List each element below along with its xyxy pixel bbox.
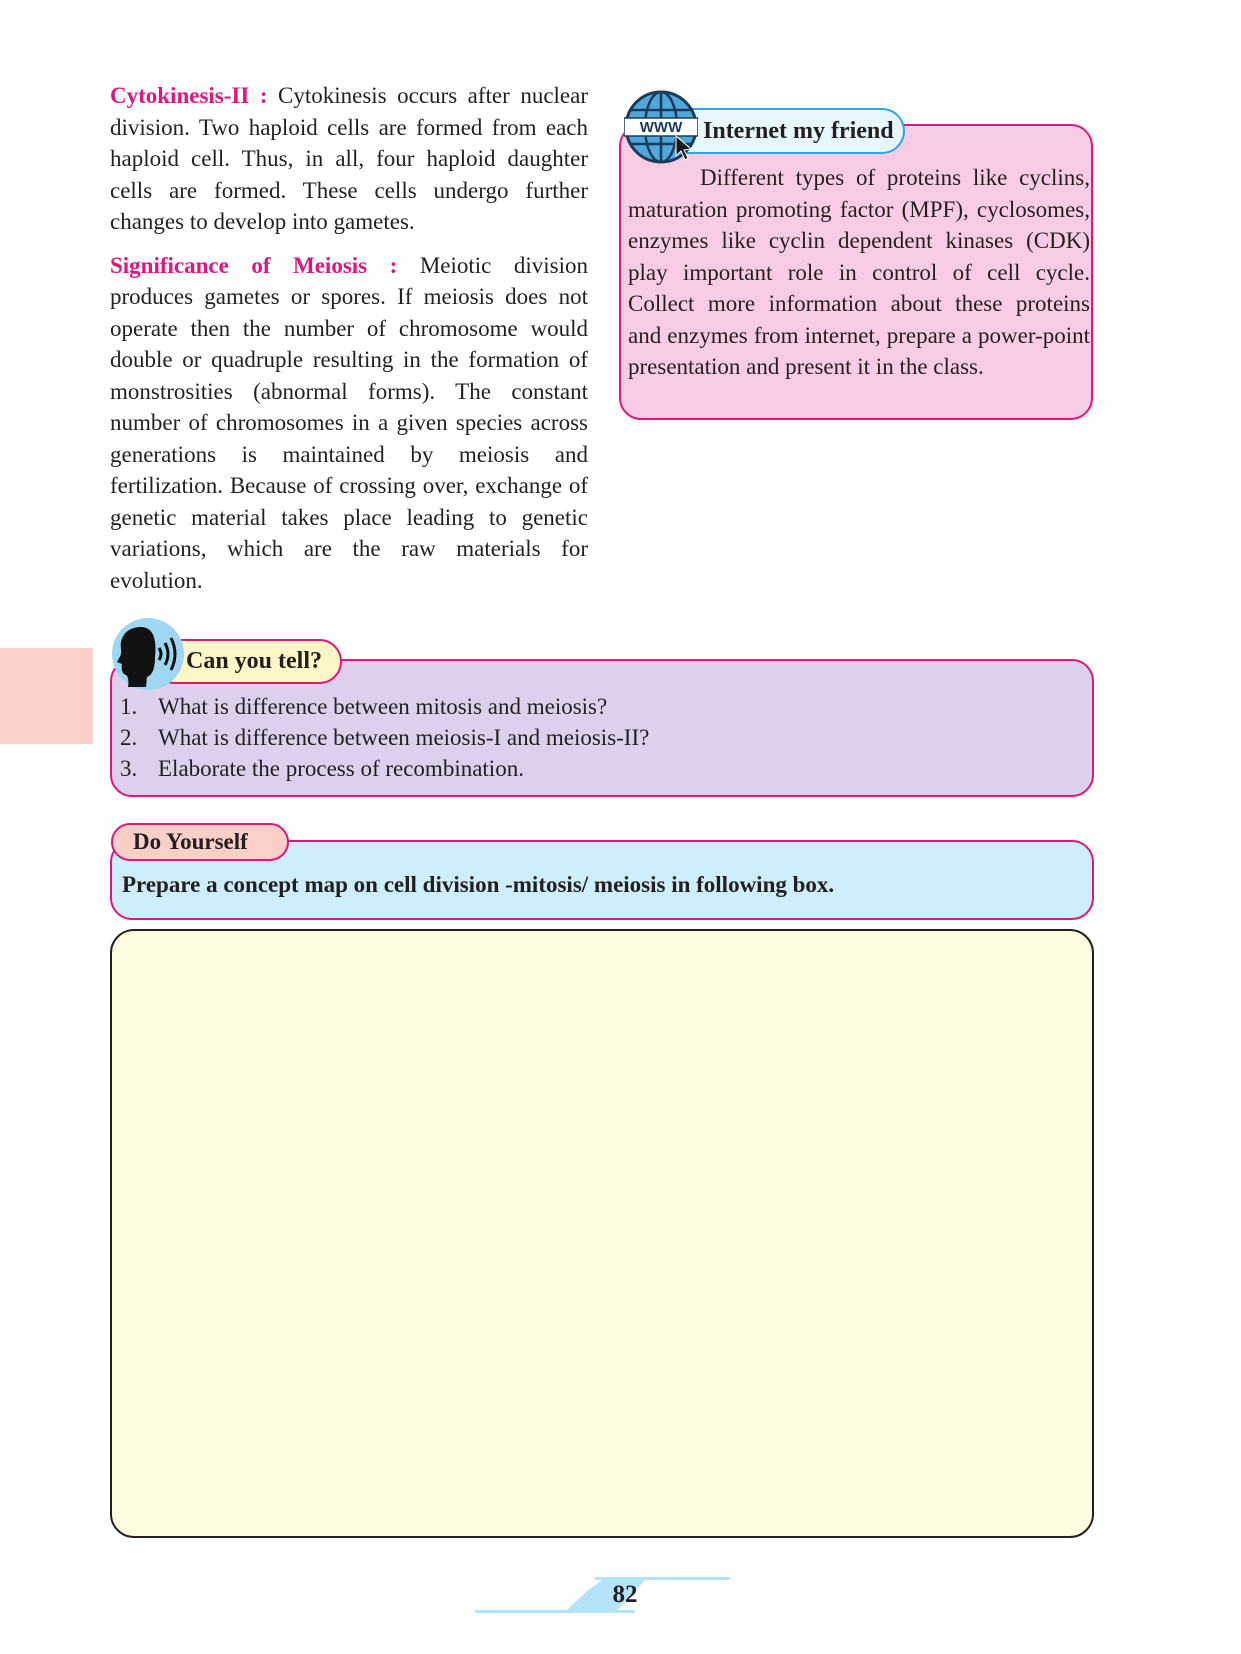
globe-icon bbox=[624, 90, 698, 164]
list-item: 1. What is difference between mitosis and meiosis? bbox=[120, 694, 608, 719]
page-number: 82 bbox=[612, 1581, 638, 1608]
internet-my-friend-box bbox=[619, 124, 1093, 420]
significance-term: Significance of Meiosis : bbox=[110, 252, 398, 278]
internet-activity-text: Different types of proteins like cyclins, maturation promoting factor (MPF), cyclosomes, enzymes like cyclin dependent kinases (CDK) play important role in control of cell cycle. Collect more information about these proteins and enzymes from internet, prepare a power-point presentation and present it in the class. bbox=[628, 165, 1090, 379]
cytokinesis-term: Cytokinesis-II : bbox=[110, 83, 268, 108]
list-item: 3. Elaborate the process of recombination. bbox=[120, 756, 524, 781]
do-yourself-label: Do Yourself bbox=[111, 823, 289, 861]
left-column bbox=[110, 80, 588, 608]
cytokinesis-paragraph bbox=[110, 80, 588, 238]
www-text: WWW bbox=[639, 119, 683, 136]
list-item: 2. What is difference between meiosis-I and meiosis-II? bbox=[120, 725, 650, 750]
do-yourself-text: Prepare a concept map on cell division -mitosis/ meiosis in following box. bbox=[122, 872, 835, 897]
concept-map-box bbox=[110, 929, 1094, 1538]
speaking-head-icon bbox=[111, 617, 185, 691]
chapter-side-tab bbox=[0, 648, 93, 744]
cytokinesis-text: Cytokinesis occurs after nuclear division. Two haploid cells are formed from each haploid cell. Thus, in all, four haploid daughter cells are formed. These cells undergo further changes to develop into gametes. bbox=[110, 83, 588, 234]
page-number-tab bbox=[475, 1575, 730, 1615]
can-you-tell-label: Can you tell? bbox=[152, 639, 342, 684]
internet-my-friend-label: Internet my friend bbox=[665, 108, 905, 154]
question-list bbox=[120, 691, 649, 784]
significance-paragraph bbox=[110, 250, 588, 597]
significance-text: Meiotic division produces gametes or spores. If meiosis does not operate then the number of chromosome would double or quadruple resulting in the formation of monstrosities (abnormal forms). The constant number of chromosomes in a given species across generations is maintained by meiosis and fertilization. Because of crossing over, exchange of genetic material takes place leading to genetic variations, which are the raw materials for evolution. bbox=[110, 252, 588, 593]
